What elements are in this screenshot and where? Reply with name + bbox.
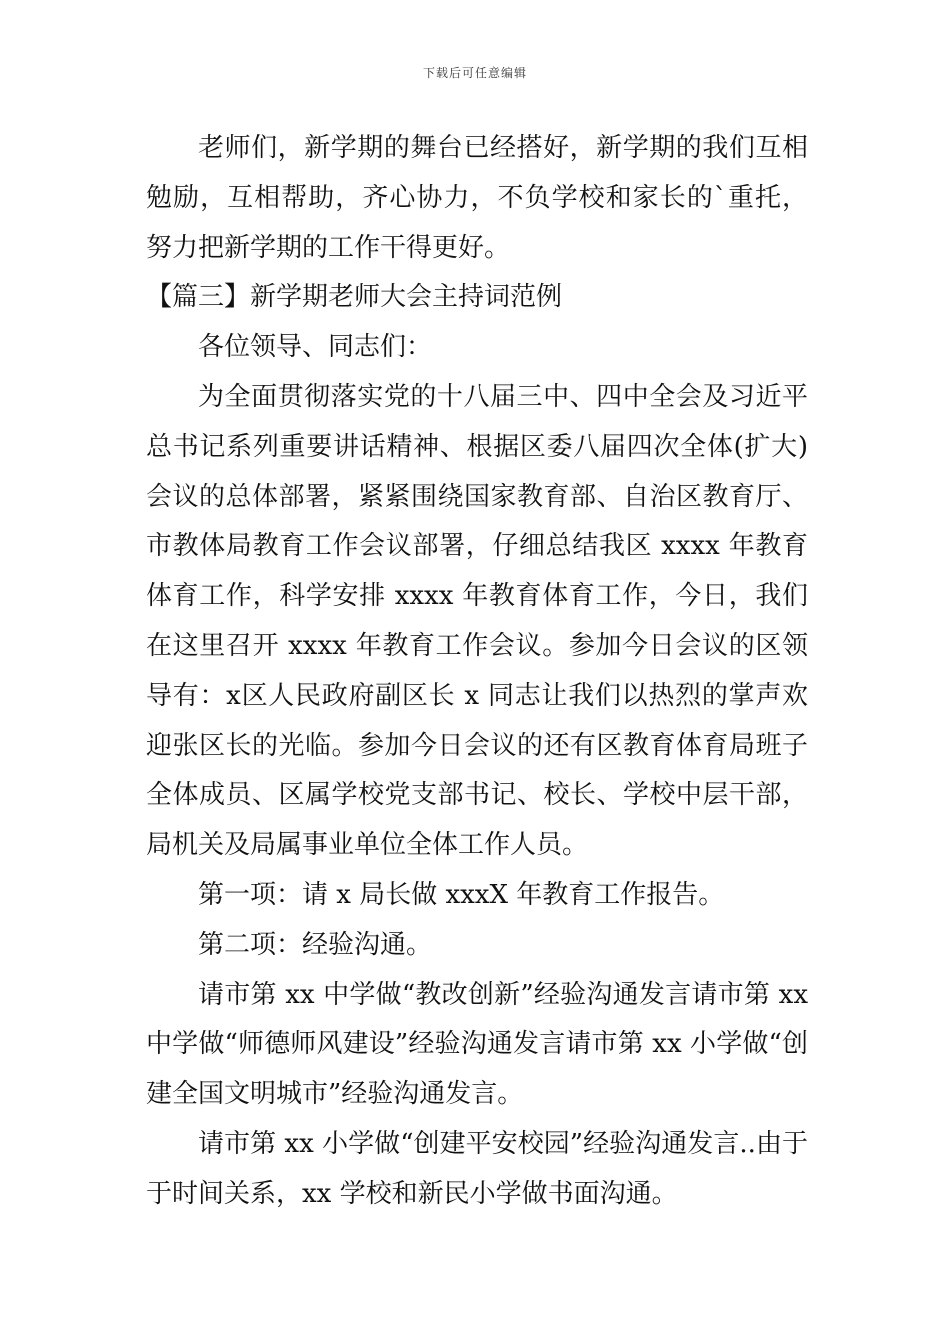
paragraph-item-one: 第一项：请 x 局长做 xxxX 年教育工作报告。 (198, 879, 725, 910)
paragraph-closing-remarks: 老师们，新学期的舞台已经搭好，新学期的我们互相勉励，互相帮助，齐心协力，不负学校和家长的`重托，努力把新学期的工作干得更好。 (146, 133, 808, 263)
paragraph-experience-speeches: 请市第 xx 中学做“教改创新”经验沟通发言请市第 xx 中学做“师德师风建设”经验沟通发言请市第 xx 小学做“创建全国文明城市”经验沟通发言。 (146, 979, 808, 1110)
paragraph-salutation: 各位领导、同志们： (198, 332, 433, 363)
page-header-note: 下载后可任意编辑 (422, 66, 527, 80)
paragraph-meeting-intro: 为全面贯彻落实党的十八届三中、四中全会及习近平总书记系列重要讲话精神、根据区委八届四次全体(扩大)会议的总体部署，紧紧围绕国家教育部、自治区教育厅、市教体局教育工作会议部署，仔细总结我区 xxxx 年教育体育工作，科学安排 xxxx 年教育体育工作，今日，我们在这里召开 xxxx 年教育工作会议。参加今日会议的区领导有：x区人民政府副区长 x 同志让我们以热烈的掌声欢迎张区长的光临。参加今日会议的还有区教育体育局班子全体成员、区属学校党支部书记、校长、学校中层干部，局机关及局属事业单位全体工作人员。 (146, 381, 808, 861)
paragraph-item-two: 第二项：经验沟通。 (198, 929, 433, 960)
document-body (146, 124, 808, 1220)
paragraph-written-exchange: 请市第 xx 小学做“创建平安校园”经验沟通发言..由于于时间关系，xx 学校和新民小学做书面沟通。 (146, 1128, 808, 1209)
section-heading: 【篇三】新学期老师大会主持词范例 (146, 282, 563, 313)
